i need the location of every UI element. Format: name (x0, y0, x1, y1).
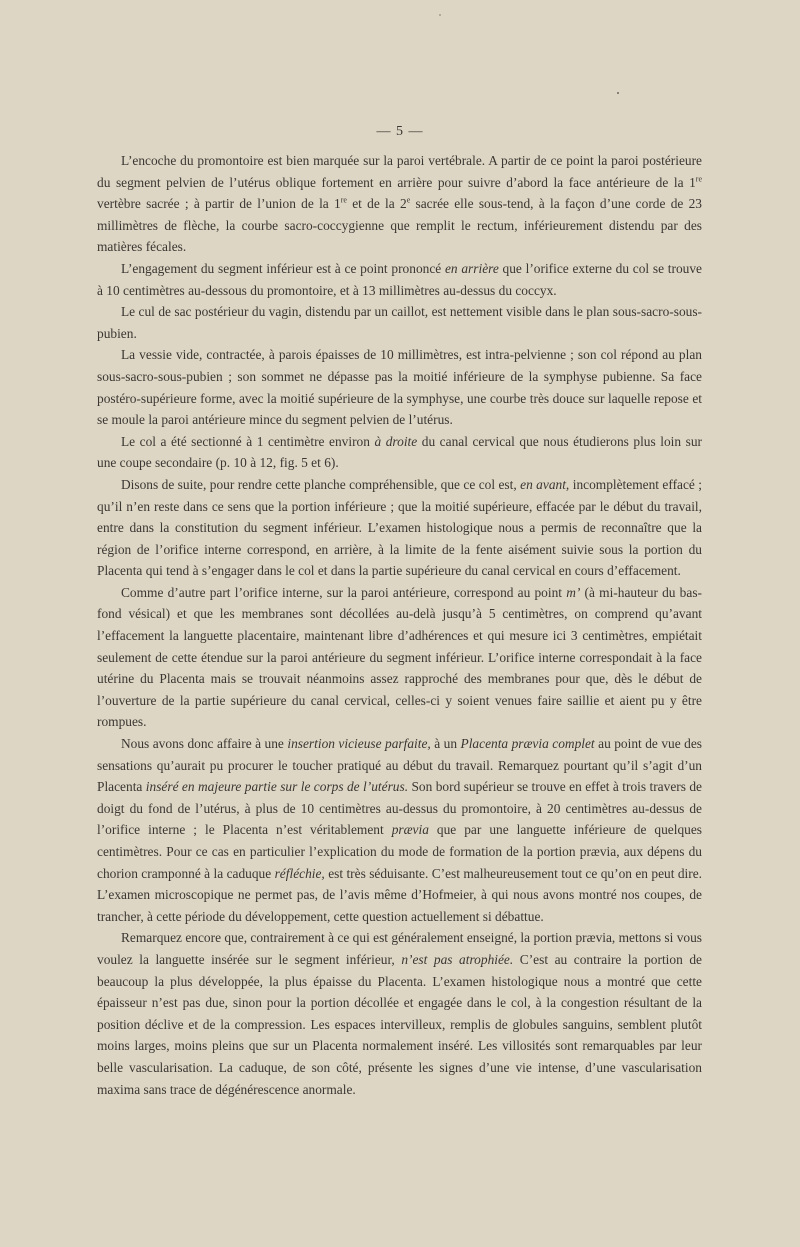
paragraph (97, 927, 702, 1100)
text-run: à un (430, 736, 461, 752)
paper-speck (439, 14, 441, 16)
text-run: au point de vue des sensations qu’aurait pu procurer le toucher pratiqué au début du travail. Remarquez pourtant qu’il s’agit d’un Placenta (97, 736, 702, 795)
text-run: (à mi-hauteur du bas-fond vésical) et que les membranes sont décollées au-delà jusqu’à 5 centimètres, on comprend qu’avant l’effacement la languette placentaire, maintenant libre d’adhérences et qui mesure ici 3 centimètres, empiétait seulement de cette étendue sur la paroi antérieure du segment inférieur. L’orifice interne correspondait à la face utérine du Placenta mais se trouvait néanmoins assez rapproché des membranes pour que, dès le début de l’ouverture de la partie supérieure du canal cervical, celles-ci y soient venues faire saillie et aient pu y être rompues. (97, 584, 702, 730)
text-run: L’encoche du promontoire est bien marquée sur la paroi vertébrale. A partir de ce point la paroi postérieure du segment pelvien de l’utérus oblique fortement en arrière pour suivre d’abord la face antérieure de la 1 (97, 153, 702, 190)
text-run: Disons de suite, pour rendre cette planche compréhensible, que ce col est, (121, 476, 521, 492)
text-run: que par une languette inférieure de quelques centimètres. Pour ce cas en particulier l’explication du mode de formation de la portion prævia, aux dépens du chorion cramponné à la caduque (97, 822, 702, 881)
italic-text: en arrière (444, 260, 499, 276)
text-run: C’est au contraire la portion de beaucoup la plus développée, la plus épaisse du Placenta. L’examen histologique nous a montré que cette épaisseur n’est pas due, sinon pour la portion décollée et engagée dans le col, à la congestion résultant de la position déclive et de la compression. Les espaces intervilleux, remplis de globules sanguins, semblent plutôt moins larges, moins pleins que sur un Placenta normalement inséré. Les villosités sont remarquables par leur belle vascularisation. La caduque, de son côté, présente les signes d’une vie intense, d’une vascularisation maxima sans trace de dégénérescence anormale. (97, 951, 702, 1097)
italic-text: à droite (374, 433, 418, 449)
text-run: Comme d’autre part l’orifice interne, sur la paroi antérieure, correspond au point (121, 584, 567, 600)
paragraph (97, 431, 702, 474)
italic-text: réfléchie, (274, 865, 325, 881)
text-run: Nous avons donc affaire à une (121, 736, 288, 752)
page-number: — 5 — (376, 124, 424, 139)
italic-text: prævia (391, 822, 429, 838)
text-run: est très séduisante. C’est malheureusement tout ce qu’on en peut dire. L’examen microscopique ne permet pas, de l’avis même d’Hofmeier, à qui nous avons montré nos coupes, de trancher, à cette période du développement, cette question actuellement si débattue. (97, 865, 702, 924)
text-run: et de la 2 (346, 196, 407, 212)
superscript-text: e (406, 195, 411, 205)
paragraph (97, 301, 702, 344)
text-run: L’engagement du segment inférieur est à ce point prononcé (121, 260, 445, 276)
paragraph (97, 582, 702, 733)
paragraph (97, 474, 702, 582)
paragraph (97, 258, 702, 301)
text-run: que l’orifice externe du col se trouve à 10 centimètres au-dessous du promontoire, et à 13 millimètres au-dessus du coccyx. (97, 260, 702, 298)
text-run: Son bord supérieur se trouve en effet à trois travers de doigt du fond de l’utérus, à plus de 10 centimètres au-dessus du promontoire, à 20 centimètres au-dessus de l’orifice interne ; le Placenta n’est véritablement (97, 779, 702, 838)
superscript-text: re (340, 195, 347, 205)
italic-text: Placenta prævia complet (460, 736, 595, 752)
italic-text: en avant, (520, 476, 570, 492)
text-run: sacrée elle sous-tend, à la façon d’une corde de 23 millimètres de flèche, la courbe sacro-coccygienne que remplit le rectum, inférieurement distendu par des matières fécales. (97, 196, 702, 255)
paper-speck (617, 92, 619, 94)
text-run: incomplètement effacé ; qu’il n’en reste dans ce sens que la portion inférieure ; que la moitié supérieure, effacée par le début du travail, entre dans la constitution du segment inférieur. L’examen histologique nous a permis de reconnaître que la région de l’orifice interne correspond, en arrière, à la limite de la fente aisément suivie sous la portion du Placenta qui tend à s’engager dans le col et dans la partie supérieure du canal cervical en cours d’effacement. (97, 476, 703, 579)
italic-text: n’est pas atrophiée. (401, 951, 514, 967)
text-run: Remarquez encore que, contrairement à ce qui est généralement enseigné, la portion prævia, mettons si vous voulez la languette insérée sur le segment inférieur, (97, 930, 702, 967)
body-text (97, 150, 702, 1100)
italic-text: insertion vicieuse parfaite, (287, 736, 431, 752)
italic-text: m’ (566, 584, 581, 600)
text-run: du canal cervical que nous étudierons plus loin sur une coupe secondaire (p. 10 à 12, fig. 5 et 6). (97, 433, 702, 471)
superscript-text: re (695, 174, 702, 184)
text-run: Le cul de sac postérieur du vagin, distendu par un caillot, est nettement visible dans le plan sous-sacro-sous-pubien. (97, 304, 702, 341)
italic-text: inséré en majeure partie sur le corps de l’utérus. (145, 779, 409, 795)
text-run: Le col a été sectionné à 1 centimètre environ (121, 433, 375, 449)
paragraph (97, 733, 702, 927)
text-run: La vessie vide, contractée, à parois épaisses de 10 millimètres, est intra-pelvienne ; son col répond au plan sous-sacro-sous-pubien ; son sommet ne dépasse pas la moitié inférieure de la symphyse pubienne. Sa face postéro-supérieure forme, avec la moitié supérieure de la symphyse, une courbe très douce sur laquelle repose et se moule la paroi antérieure mince du segment pelvien de l’utérus. (97, 347, 702, 428)
paragraph (97, 150, 702, 258)
paragraph (97, 344, 702, 430)
text-run: vertèbre sacrée ; à partir de l’union de la 1 (97, 196, 341, 212)
